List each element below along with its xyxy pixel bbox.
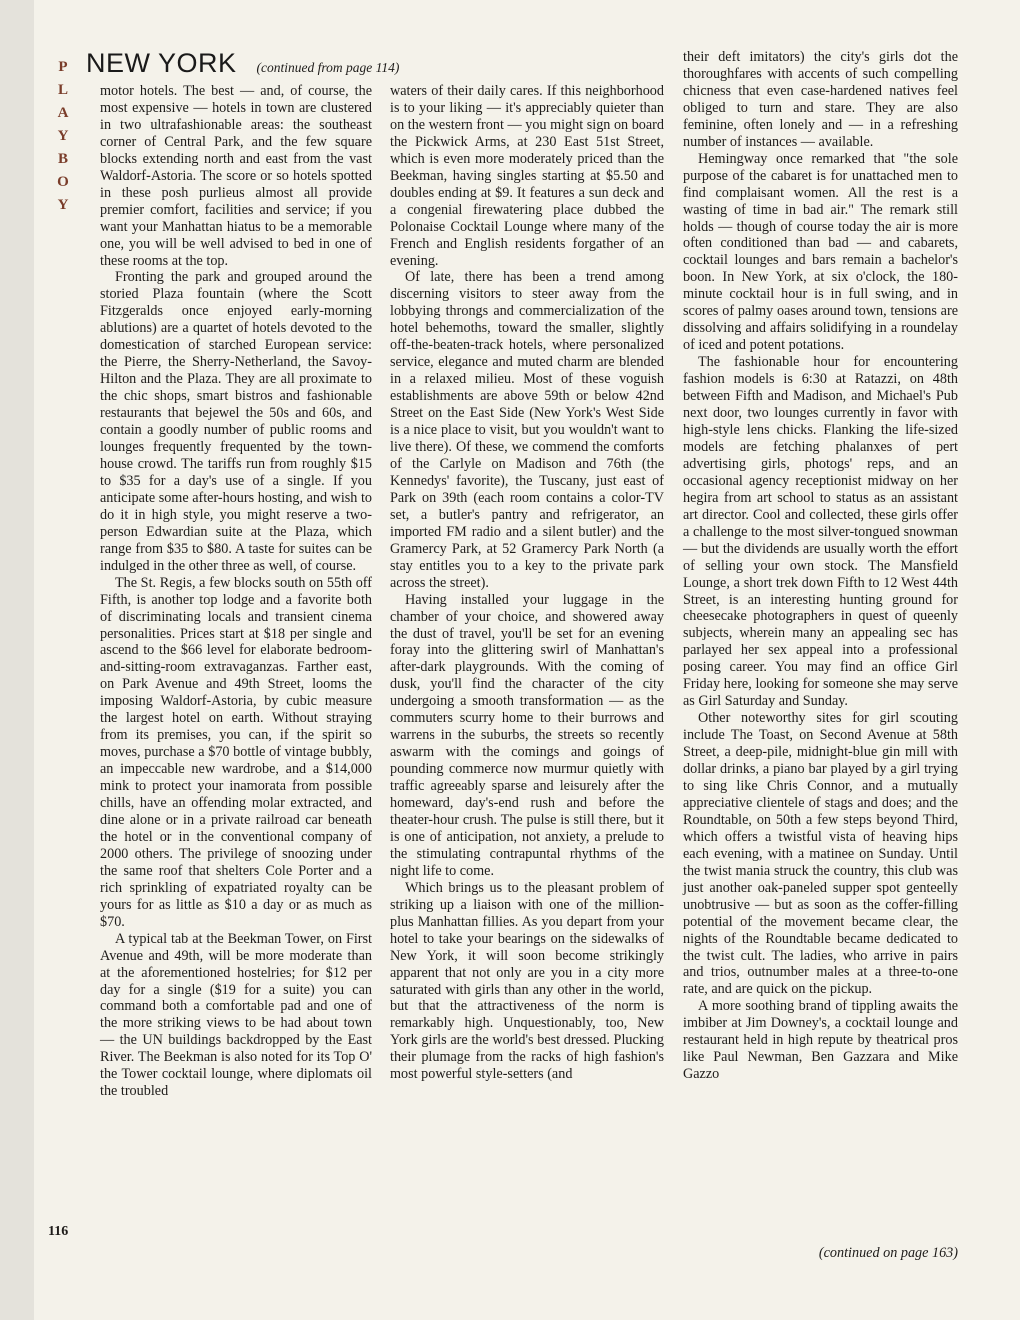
paragraph: waters of their daily cares. If this neighborhood is to your liking — it's appreciably quieter than on the western front — you might sign on board the Pickwick Arms, at 230 East 51st Street, which is even more moderately priced than the Beekman, having singles starting at $5.50 and doubles ending at $9. It features a sun deck and a congenial firewatering place dubbed the Polonaise Cocktail Lounge where many of the French and English residents forgather of an evening. bbox=[390, 83, 664, 269]
continued-on-note: (continued on page 163) bbox=[818, 1245, 958, 1261]
continued-from-note: (continued from page 114) bbox=[256, 60, 400, 75]
side-label-letter: Y bbox=[57, 197, 69, 213]
paragraph: A typical tab at the Beekman Tower, on First Avenue and 49th, will be more moderate than at the aforementioned hostelries; for $12 per day for a single ($19 for a suite) you can command both a comfortable pad and one of the more striking views to be had about town — the UN buildings backdropped by the East River. The Beekman is also noted for its Top O' the Tower cocktail lounge, where diplomats oil the troubled bbox=[100, 930, 372, 1100]
side-label-letter: O bbox=[57, 174, 69, 190]
paragraph: A more soothing brand of tippling awaits the imbiber at Jim Downey's, a cocktail lounge and restaurant held in high repute by theatrical pros like Paul Newman, Ben Gazzara and Mike Gazzo bbox=[683, 998, 958, 1083]
side-label-letter: B bbox=[57, 151, 68, 167]
side-label-letter: Y bbox=[57, 128, 69, 144]
paragraph: The St. Regis, a few blocks south on 55th off Fifth, is another top lodge and a favorite both of discriminating locals and transient cinema personalities. Prices start at $18 per single and ascend to the $66 level for elaborate bedroom-and-sitting-room extravaganzas. Farther east, on Park Avenue and 49th Street, looms the imposing Waldorf-Astoria, by cubic measure the largest hotel on earth. Without straying from its premises, you can, if the spirit so moves, purchase a $70 bottle of vintage bubbly, an impeccable new wardrobe, and a $14,000 mink to protect your inamorata from possible chills, have an offending molar extracted, and dine alone or in a private railroad car beneath the hotel or in the conventional company of 2000 others. The privilege of snoozing under the same roof that shelters Cole Porter and a rich sprinkling of expatriated royalty can be yours for as little as $10 a day or as much as $70. bbox=[100, 574, 372, 930]
article-title: NEW YORK bbox=[86, 48, 237, 78]
paragraph: Of late, there has been a trend among discerning visitors to steer away from the lobbying throngs and commercialization of the hotel behemoths, toward the smaller, slightly off-the-beaten-track hotels, where personalized service, elegance and muted charm are blended in a relaxed milieu. Most of these voguish establishments are above 59th or below 42nd Street on the East Side (New York's West Side is a nice place to visit, but you wouldn't want to live there). Of these, we commend the comforts of the Carlyle on Madison and 76th (the Kennedys' favorite), the Tuscany, just east of Park on 39th (each room contains a color-TV set, a butler's pantry and refrigerator, an imported FM radio and a silent butler) and the Gramercy Park, at 52 Gramercy Park North (a stay entitles you to a key to the private park across the street). bbox=[390, 269, 664, 591]
paragraph: The fashionable hour for encountering fashion models is 6:30 at Ratazzi, on 48th between Fifth and Madison, and Michael's Pub next door, two lounges currently in favor with high-style lens chicks. Flanking the life-sized models are fetching phalanxes of pert advertising girls, photogs' reps, and an occasional agency receptionist midway on her hegira from art school to status as an assistant art director. Cool and collected, these girls offer a challenge to the most silver-tongued snowman — but the dividends are usually worth the effort of selling your own stock. The Mansfield Lounge, a short trek down Fifth to 12 West 44th Street, is an interesting hunting ground for cheesecake photographers in quest of queenly subjects, wherein many an appealing sec has parlayed her sex appeal into a professional posing career. You may find an office Girl Friday here, looking for someone she may serve as Girl Saturday and Sunday. bbox=[683, 354, 958, 710]
paragraph: motor hotels. The best — and, of course, the most expensive — hotels in town are clustered in two ultrafashionable areas: the southeast corner of Central Park, and the few square blocks extending north and east from the vast Waldorf-Astoria. The score or so hotels spotted in these posh purlieus almost all provide premier comfort, facilities and service; if you want your Manhattan hiatus to be a memorable one, you will be well advised to bed in one of these rooms at the top. bbox=[100, 83, 372, 269]
page-number: 116 bbox=[48, 1224, 69, 1239]
side-label-letter: L bbox=[57, 82, 68, 98]
side-label-letter: P bbox=[58, 59, 68, 75]
text-column-1 bbox=[100, 83, 372, 1100]
paragraph: Having installed your luggage in the chamber of your choice, and showered away the dust of travel, you'll be set for an evening foray into the glittering swirl of Manhattan's after-dark playgrounds. With the coming of dusk, you'll find the character of the city undergoing a smooth transformation — as the commuters scurry home to their burrows and warrens in the suburbs, the streets so recently aswarm with the comings and goings of pounding commerce now murmur quietly with traffic agreeably sparse and leisurely after the homeward, day's-end rush and before the theater-hour crush. The pulse is still there, but it is one of anticipation, not anxiety, a prelude to the stimulating contrapuntal rhythms of the night life to come. bbox=[390, 591, 664, 879]
side-label-letter: A bbox=[57, 105, 69, 121]
text-column-3 bbox=[683, 49, 958, 1083]
paragraph: Which brings us to the pleasant problem of striking up a liaison with one of the million-plus Manhattan fillies. As you depart from your hotel to take your bearings on the sidewalks of New York, it will soon become strikingly apparent that not only are you in a city more saturated with girls than any other in the world, but that the attractiveness of the norm is remarkably high. Unquestionably, too, New York girls are the world's best dressed. Plucking their plumage from the racks of high fashion's most powerful style-setters (and bbox=[390, 879, 664, 1083]
magazine-side-label bbox=[48, 56, 78, 217]
paragraph: Fronting the park and grouped around the storied Plaza fountain (where the Scott Fitzgeralds once enjoyed early-morning ablutions) are a quartet of hotels devoted to the domestication of starched European service: the Pierre, the Sherry-Netherland, the Savoy-Hilton and the Plaza. They are all proximate to the chic shops, smart bistros and fashionable restaurants that bejewel the 50s and 60s, and contain a goodly number of public rooms and lounges frequently frequented by the town-house crowd. The tariffs run from roughly $15 to $35 for a day's use of a single. If you anticipate some after-hours hosting, and wish to do it in high style, you might reserve a two-person Edwardian suite at the Plaza, which range from $35 to $80. A taste for suites can be indulged in the other three as well, of course. bbox=[100, 269, 372, 574]
page-edge bbox=[0, 0, 34, 1320]
paragraph: Hemingway once remarked that "the sole purpose of the cabaret is for unattached men to find complaisant women. All the rest is a wasting of time in bad air." The remark still holds — though of course today the air is more often conditioned than bad — and cabarets, cocktail lounges and bars remain a bachelor's boon. In New York, at six o'clock, the 180-minute cocktail hour is in full swing, and in scores of palmy oases around town, tensions are dissolving and affairs solidifying in a roundelay of iced and potent potations. bbox=[683, 150, 958, 354]
paragraph: Other noteworthy sites for girl scouting include The Toast, on Second Avenue at 58th Street, a deep-pile, midnight-blue gin mill with dollar drinks, a piano bar played by a girl trying to sing like Chris Connor, and a mutually appreciative clientele of stags and does; and the Roundtable, on 50th a few steps beyond Third, which offers a twistful vista of heaving hips each evening, with a matinee on Sunday. Until the twist mania struck the country, this club was just another oak-paneled supper spot genteelly unobtrusive — but as soon as the coffer-filling potential of the movement became clear, the nights of the Roundtable became dedicated to the twist cult. The ladies, who arrive in pairs and trios, outnumber males at a three-to-one rate, and are quick on the pickup. bbox=[683, 710, 958, 998]
text-column-2 bbox=[390, 83, 664, 1083]
paragraph: their deft imitators) the city's girls dot the thoroughfares with accents of such compelling chicness that even case-hardened natives feel obliged to turn and stare. They are also feminine, often lonely and — in a refreshing number of instances — available. bbox=[683, 49, 958, 150]
article-header bbox=[86, 48, 466, 84]
